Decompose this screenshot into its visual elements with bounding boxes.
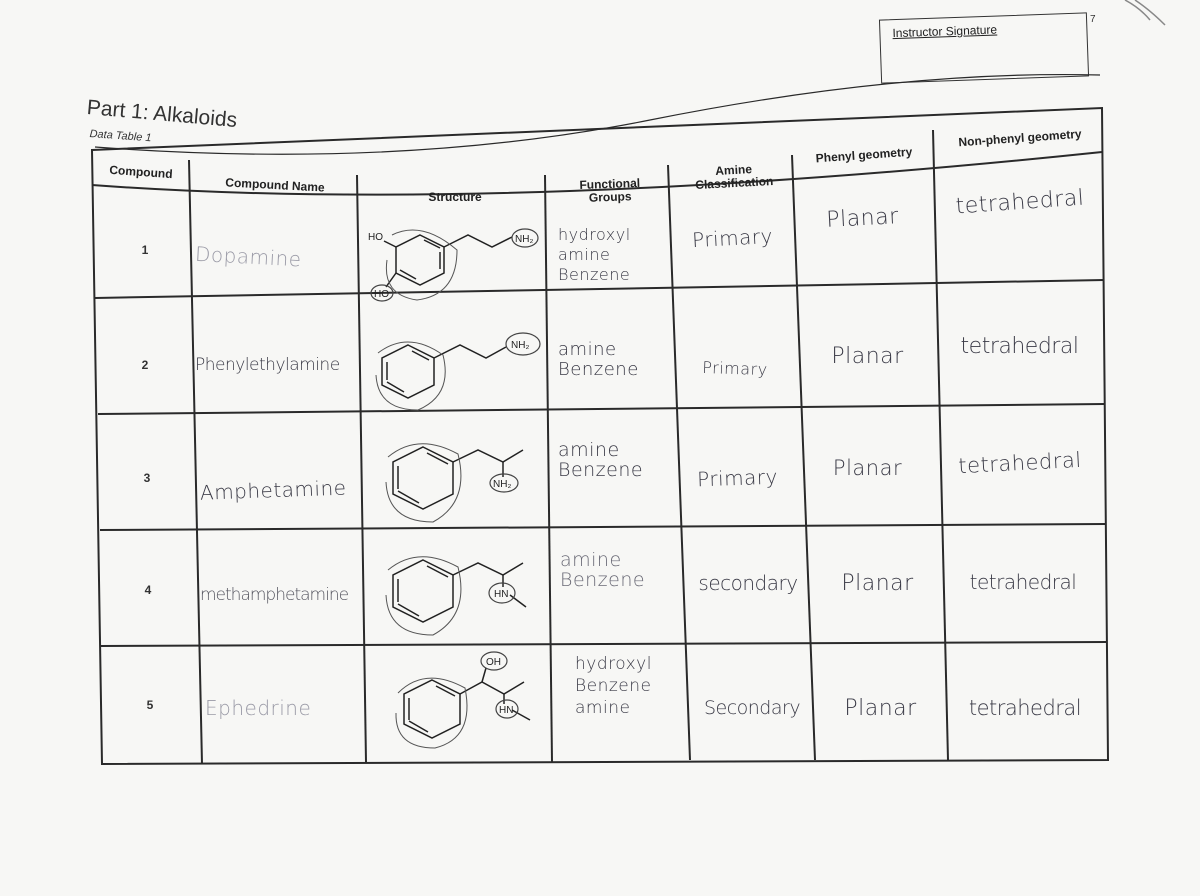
row-1-amine-class: Primary [691, 223, 774, 253]
row-4-group-1: amine [560, 549, 622, 571]
row-4-number: 4 [144, 583, 152, 597]
row-3-label-nh2: NH₂ [493, 479, 512, 490]
row-1-non-phenyl-geometry: tetrahedral [954, 185, 1086, 219]
row-5-group-1: hydroxyl [575, 654, 652, 674]
header-compound: Compound [108, 162, 174, 181]
row-2-group-2: Benzene [558, 359, 639, 380]
table-label: Data Table 1 [89, 128, 152, 145]
page-number: 7 [1090, 14, 1096, 25]
part-title: Part 1: Alkaloids [85, 96, 239, 133]
row-2-group-1: amine [558, 339, 617, 360]
row-5-non-phenyl-geometry: tetrahedral [968, 696, 1082, 720]
scan-artifact-mark [1110, 0, 1200, 40]
row-1-group-3: Benzene [558, 265, 631, 284]
row-5-number: 5 [146, 698, 154, 712]
row-4-label-hn: HN [494, 589, 509, 600]
row-2-structure-phenylethylamine [368, 325, 548, 415]
row-5-phenyl-geometry: Planar [844, 695, 917, 721]
row-2-amine-class: Primary [702, 357, 768, 379]
row-1-label-nh2: NH₂ [515, 234, 534, 245]
row-4-structure-methamphetamine [378, 545, 548, 640]
row-1-label-ho-bottom: HO [374, 289, 389, 300]
row-1-group-1: hydroxyl [558, 225, 631, 244]
row-1-phenyl-geometry: Planar [825, 203, 900, 233]
row-5-label-oh: OH [486, 657, 501, 668]
row-1-structure-dopamine [362, 215, 542, 305]
row-4-name: methamphetamine [200, 585, 349, 605]
row-2-label-nh2: NH₂ [511, 340, 530, 351]
header-amine-classification: Amine Classification [694, 162, 774, 193]
row-2-name: Phenylethylamine [195, 355, 340, 375]
header-compound-name: Compound Name [225, 174, 325, 195]
row-2-functional-groups [558, 330, 668, 390]
row-2-phenyl-geometry: Planar [831, 343, 904, 369]
row-1-functional-groups [558, 215, 668, 295]
row-5-amine-class: Secondary [703, 697, 801, 719]
row-3-functional-groups [558, 430, 668, 490]
header-non-phenyl-geometry: Non-phenyl geometry [957, 126, 1082, 149]
row-4-amine-class: secondary [698, 571, 798, 595]
row-5-group-2: Benzene [575, 676, 652, 696]
row-3-structure-amphetamine [378, 432, 548, 527]
row-1-group-2: amine [558, 245, 611, 264]
row-3-name: Amphetamine [199, 475, 347, 505]
row-1-number: 1 [141, 243, 149, 257]
row-4-non-phenyl-geometry: tetrahedral [969, 570, 1077, 594]
instructor-signature-label: Instructor Signature [892, 22, 998, 41]
row-5-functional-groups [575, 650, 685, 722]
row-4-group-2: Benzene [560, 569, 646, 591]
row-3-amine-class: Primary [696, 464, 779, 492]
row-3-group-1: amine [558, 439, 620, 461]
header-structure: Structure [428, 189, 482, 204]
row-4-functional-groups [560, 540, 670, 600]
row-5-structure-ephedrine [390, 648, 550, 753]
row-4-phenyl-geometry: Planar [841, 570, 914, 596]
row-2-number: 2 [141, 358, 149, 372]
row-1-label-ho-top: HO [368, 232, 383, 243]
row-5-label-hn: HN [499, 705, 514, 716]
row-3-non-phenyl-geometry: tetrahedral [957, 447, 1083, 479]
header-functional-groups: Functional Groups [579, 175, 641, 205]
row-2-non-phenyl-geometry: tetrahedral [960, 333, 1079, 359]
header-phenyl-geometry: Phenyl geometry [815, 144, 913, 165]
row-3-group-2: Benzene [558, 459, 644, 481]
row-5-name: Ephedrine [205, 696, 312, 720]
row-5-group-3: amine [575, 698, 631, 718]
row-3-number: 3 [143, 471, 151, 485]
row-1-name: Dopamine [194, 241, 303, 272]
row-3-phenyl-geometry: Planar [832, 456, 903, 480]
